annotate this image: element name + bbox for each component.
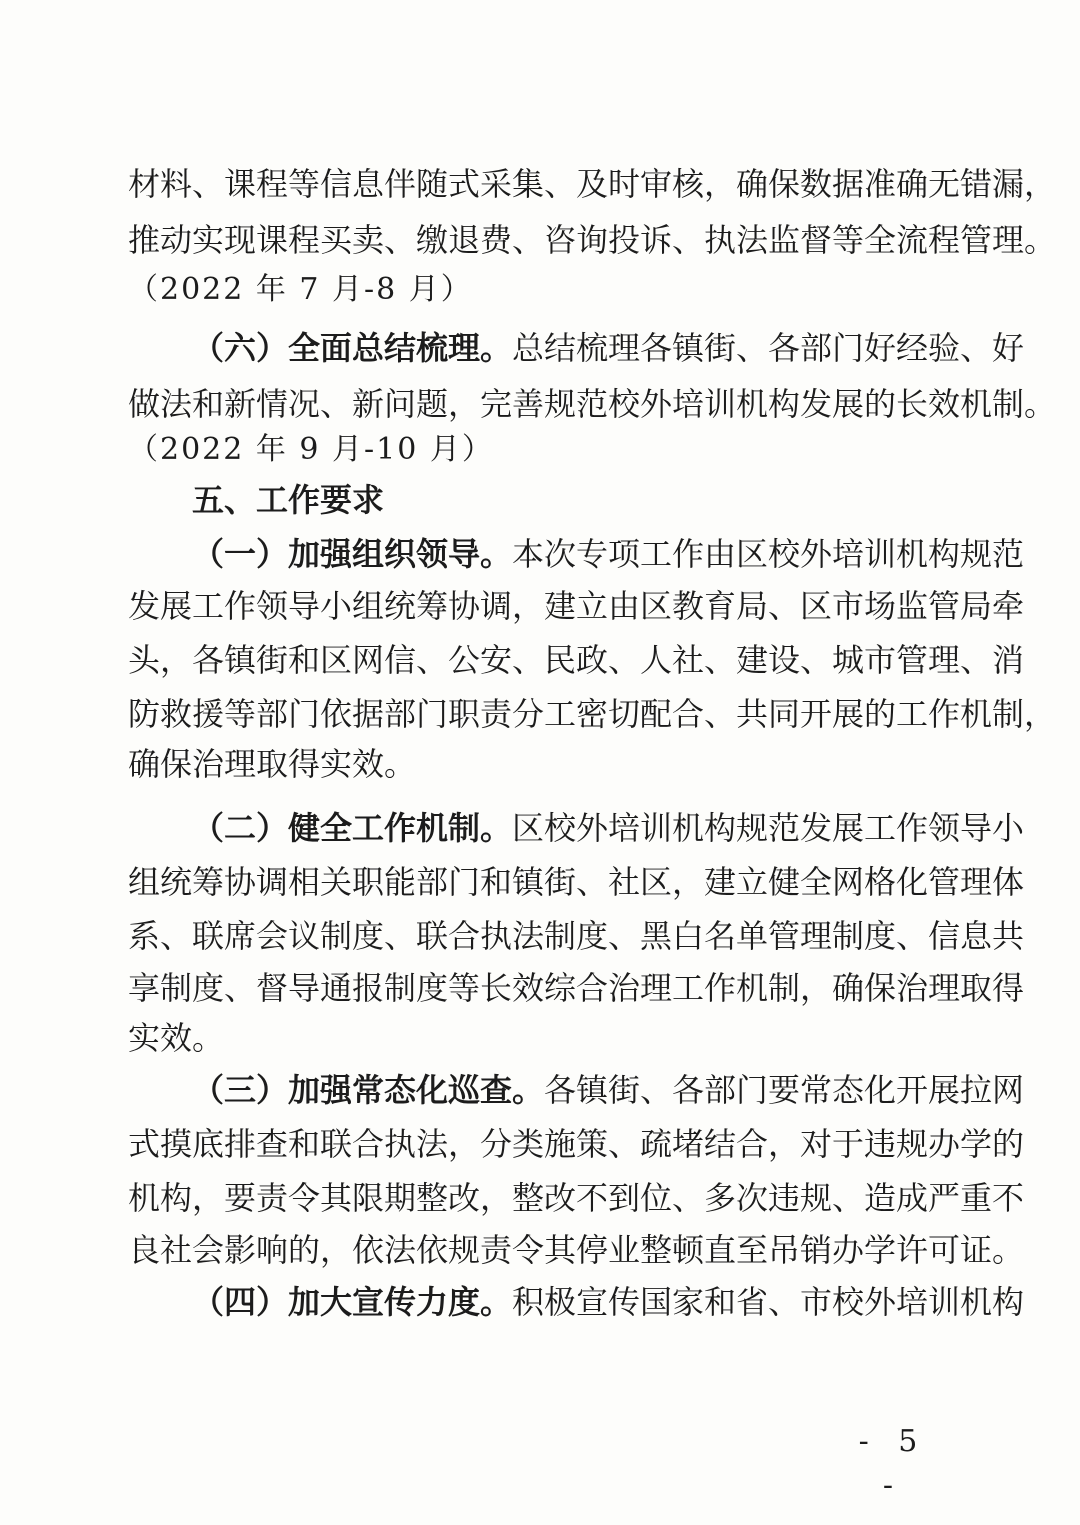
section-lead: （四）加大宣传力度。 — [192, 1283, 513, 1321]
section-lead: （一）加强组织领导。 — [192, 535, 513, 573]
date-range: （2022 年 7 月-8 月） — [128, 272, 473, 307]
section-lead: （六）全面总结梳理。 — [192, 329, 513, 367]
text-line: 良社会影响的，依法依规责令其停业整顿直至吊销办学许可证。 — [128, 1231, 1025, 1269]
date-range: （2022 年 9 月-10 月） — [128, 432, 494, 467]
text-line: 推动实现课程买卖、缴退费、咨询投诉、执法监督等全流程管理。 — [128, 221, 1057, 259]
text-line — [192, 1064, 1025, 1116]
text-line: 发展工作领导小组统筹协调，建立由区教育局、区市场监管局牵 — [128, 587, 1025, 625]
text-line — [192, 528, 1025, 580]
page-number: - 5 - — [858, 1424, 928, 1503]
text-line: 实效。 — [128, 1019, 225, 1057]
text-line: 系、联席会议制度、联合执法制度、黑白名单管理制度、信息共 — [128, 917, 1025, 955]
section-heading: 五、工作要求 — [192, 481, 385, 519]
section-lead: （三）加强常态化巡查。 — [192, 1071, 545, 1109]
text-line: 防救援等部门依据部门职责分工密切配合、共同开展的工作机制， — [128, 695, 1057, 733]
text-run: 积极宣传国家和省、市校外培训机构 — [512, 1283, 1025, 1321]
text-line: 材料、课程等信息伴随式采集、及时审核，确保数据准确无错漏， — [128, 165, 1057, 203]
text-line: 组统筹协调相关职能部门和镇街、社区，建立健全网格化管理体 — [128, 863, 1025, 901]
text-run: 区校外培训机构规范发展工作领导小 — [512, 809, 1025, 847]
text-line: 确保治理取得实效。 — [128, 745, 417, 783]
text-line: 头，各镇街和区网信、公安、民政、人社、建设、城市管理、消 — [128, 641, 1025, 679]
text-line: 享制度、督导通报制度等长效综合治理工作机制，确保治理取得 — [128, 969, 1025, 1007]
section-lead: （二）健全工作机制。 — [192, 809, 513, 847]
text-line: 式摸底排查和联合执法，分类施策、疏堵结合，对于违规办学的 — [128, 1125, 1025, 1163]
text-line — [192, 1276, 1025, 1328]
text-run: 总结梳理各镇街、各部门好经验、好 — [512, 329, 1025, 367]
text-line: 机构，要责令其限期整改，整改不到位、多次违规、造成严重不 — [128, 1179, 1025, 1217]
text-line: 做法和新情况、新问题，完善规范校外培训机构发展的长效机制。 — [128, 385, 1057, 423]
text-line — [192, 802, 1025, 854]
text-run: 各镇街、各部门要常态化开展拉网 — [544, 1071, 1025, 1109]
text-run: 本次专项工作由区校外培训机构规范 — [512, 535, 1025, 573]
text-line — [192, 322, 1025, 374]
